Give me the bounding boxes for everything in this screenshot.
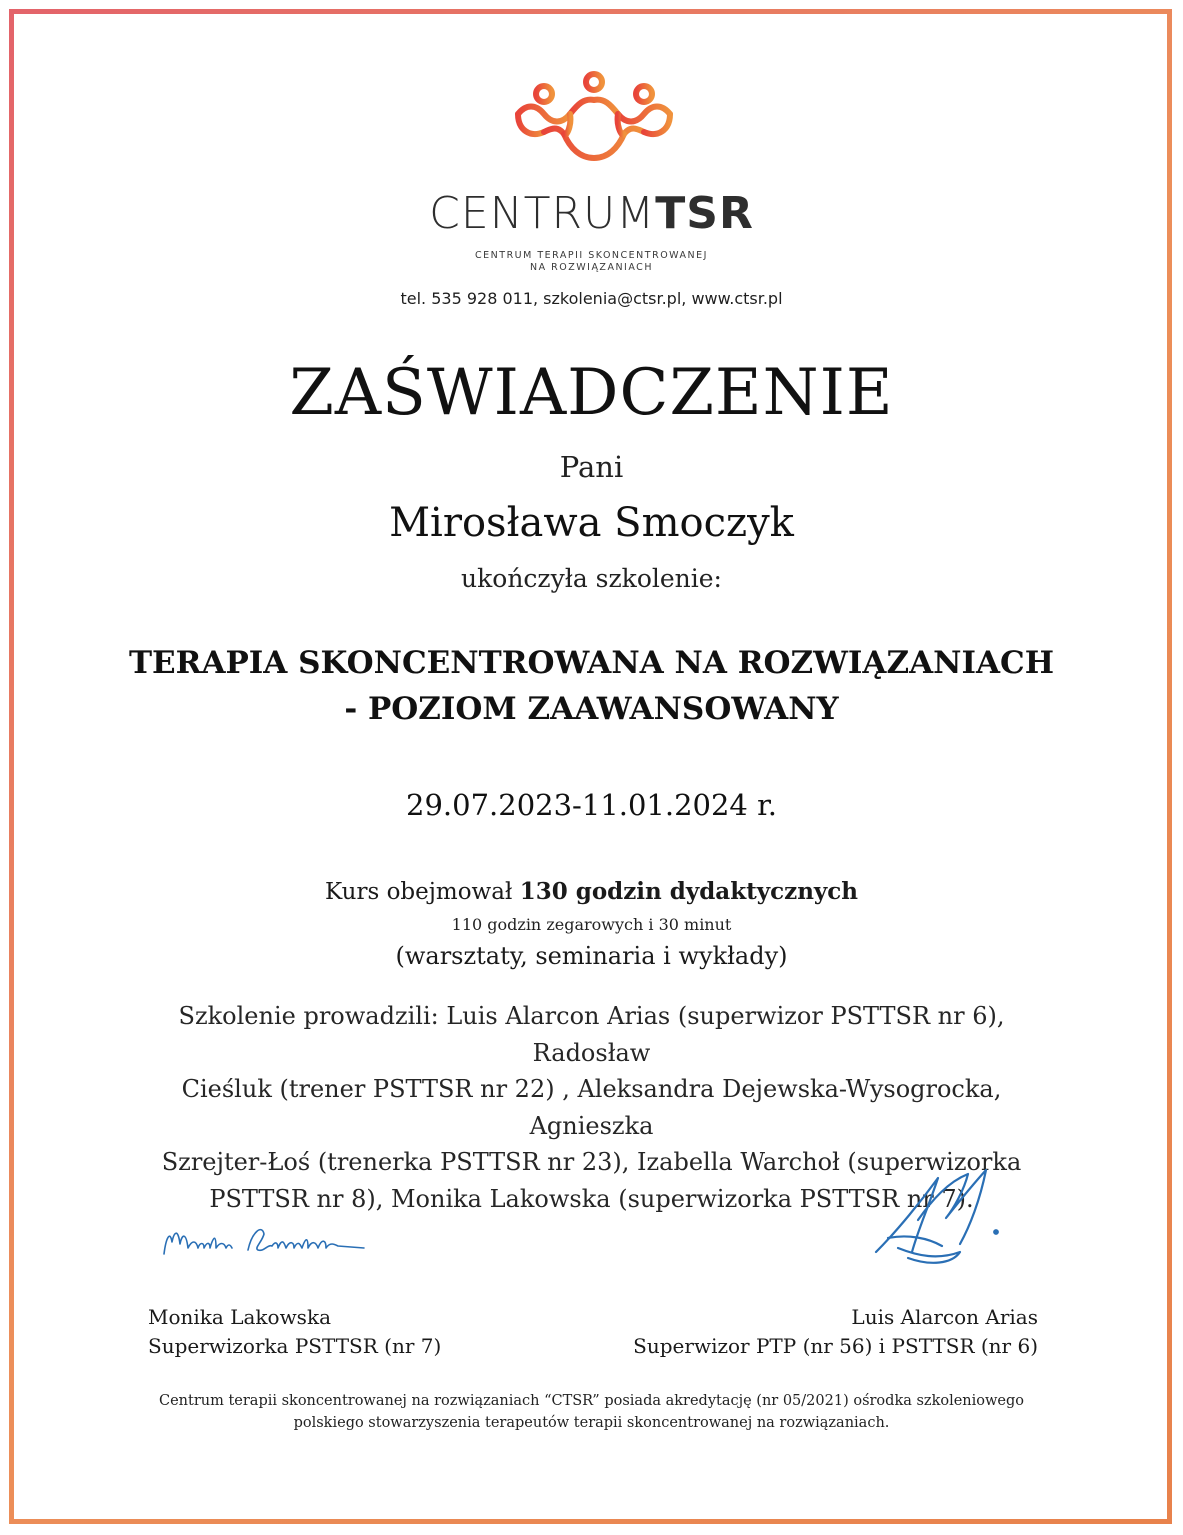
completed-text: ukończyła szkolenie: — [461, 564, 722, 593]
signer-left-name: Monika Lakowska — [148, 1305, 331, 1329]
hours-clock: 110 godzin zegarowych i 30 minut — [451, 915, 732, 934]
signer-right-role: Superwizor PTP (nr 56) i PSTTSR (nr 6) — [633, 1334, 1038, 1358]
contact-line: tel. 535 928 011, szkolenia@ctsr.pl, www.ctsr.pl — [400, 289, 783, 308]
brand-light: CENTRUM — [429, 188, 656, 239]
certificate-title: ZAŚWIADCZENIE — [289, 356, 894, 430]
hours-forms: (warsztaty, seminaria i wykłady) — [395, 942, 788, 970]
salutation: Pani — [559, 450, 624, 484]
trainers-line3: Szrejter-Łoś (trenerka PSTTSR nr 23), Izabella Warchoł (superwizorka — [161, 1148, 1022, 1176]
course-dates: 29.07.2023-11.01.2024 r. — [406, 788, 777, 822]
brand-subtitle-line2: NA ROZWIĄZANIACH — [530, 262, 653, 273]
course-title-line2: - POZIOM ZAAWANSOWANY — [344, 691, 839, 727]
footer-line2: polskiego stowarzyszenia terapeutów terapii skoncentrowanej na rozwiązaniach. — [293, 1415, 890, 1431]
hours-prefix: Kurs obejmował — [324, 879, 520, 905]
signer-right — [633, 1303, 1038, 1361]
signature-left-image — [158, 1210, 378, 1270]
course-title — [0, 640, 1183, 732]
brand-subtitle — [0, 250, 1183, 274]
footer-line1: Centrum terapii skoncentrowanej na rozwiązaniach “CTSR” posiada akredytację (nr 05/2021) ośrodka szkoleniowego — [158, 1393, 1025, 1409]
course-title-line1: TERAPIA SKONCENTROWANA NA ROZWIĄZANIACH — [128, 645, 1055, 681]
hours-bold: 130 godzin dydaktycznych — [519, 878, 859, 905]
signer-right-name: Luis Alarcon Arias — [851, 1305, 1038, 1329]
hours-summary — [0, 878, 1183, 905]
trainers-line4: PSTTSR nr 8), Monika Lakowska (superwizorka PSTTSR nr 7). — [209, 1184, 974, 1213]
trainers-line1: Szkolenie prowadzili: Luis Alarcon Arias (superwizor PSTTSR nr 6), Radosław — [178, 1002, 1005, 1067]
brand-bold: TSR — [655, 188, 754, 239]
recipient-name: Mirosława Smoczyk — [389, 500, 794, 546]
brand-subtitle-line1: CENTRUM TERAPII SKONCENTROWANEJ — [475, 250, 708, 261]
brand-wordmark — [0, 188, 1183, 239]
accreditation-footer — [0, 1390, 1183, 1434]
trainers-line2: Cieśluk (trener PSTTSR nr 22) , Aleksandra Dejewska-Wysogrocka, Agnieszka — [181, 1075, 1002, 1140]
signer-left-role: Superwizorka PSTTSR (nr 7) — [148, 1334, 442, 1358]
signer-left — [148, 1303, 441, 1361]
signature-right-image — [868, 1160, 1018, 1275]
ctsr-logo-icon — [508, 68, 678, 168]
